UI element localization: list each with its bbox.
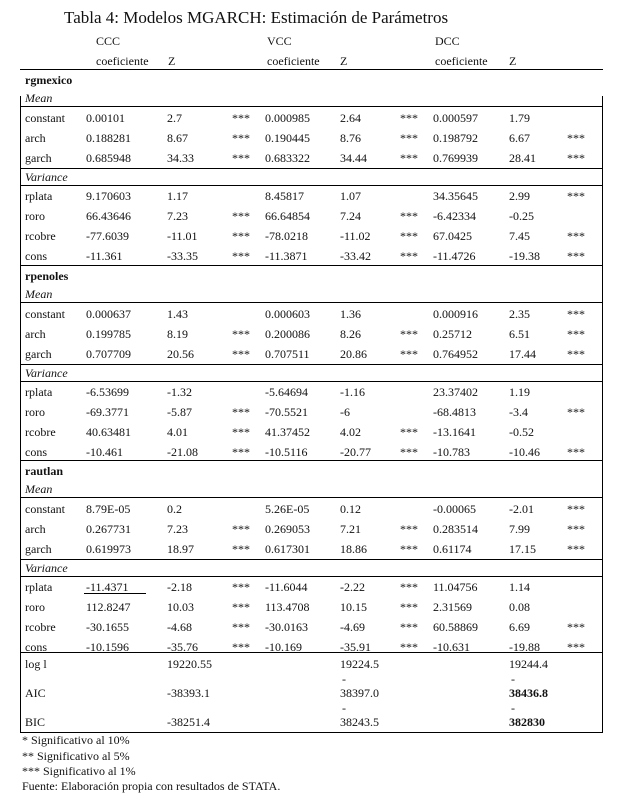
cell-ccc-coef: 40.63481 (86, 425, 131, 439)
cell-dcc-z: -19.88 (509, 640, 540, 654)
cell-dcc-coef: 0.000916 (433, 307, 478, 321)
header-ccc: CCC (96, 34, 121, 48)
cell-dcc-sig: *** (567, 151, 585, 165)
table-row (0, 637, 619, 657)
variance-top-rule (20, 364, 603, 365)
row-label: rcobre (25, 425, 56, 439)
cell-dcc-z: 17.15 (509, 542, 536, 556)
cell-ccc-coef: 66.43646 (86, 209, 131, 223)
row-label: arch (25, 131, 46, 145)
cell-ccc-coef: -10.461 (86, 445, 123, 459)
logl-ccc: 19220.55 (167, 657, 212, 671)
cell-dcc-coef: 0.61174 (433, 542, 472, 556)
cell-ccc-sig: *** (232, 445, 250, 459)
cell-vcc-sig: *** (400, 151, 418, 165)
cell-dcc-sig: *** (567, 131, 585, 145)
cell-vcc-sig: *** (400, 522, 418, 536)
cell-ccc-z: -1.32 (167, 385, 192, 399)
cell-ccc-z: -5.87 (167, 405, 192, 419)
cell-ccc-z: -2.18 (167, 580, 192, 594)
cell-dcc-z: 2.35 (509, 307, 530, 321)
cell-dcc-coef: 0.000597 (433, 111, 478, 125)
cell-ccc-z: -11.01 (167, 229, 198, 243)
note-source: Fuente: Elaboración propia con resultados de STATA. (22, 779, 281, 793)
cell-vcc-z: -6 (340, 405, 350, 419)
cell-vcc-coef: 0.200086 (265, 327, 310, 341)
table-row (0, 246, 619, 266)
block-top-rule (20, 265, 603, 266)
bic-vcc-dash: - (342, 701, 346, 715)
row-label: garch (25, 347, 52, 361)
cell-dcc-z: -0.52 (509, 425, 534, 439)
bic-vcc: 38243.5 (340, 715, 379, 729)
cell-vcc-coef: 113.4708 (265, 600, 310, 614)
cell-vcc-z: -35.91 (340, 640, 371, 654)
subsection-mean: Mean (25, 287, 53, 301)
cell-vcc-sig: *** (400, 249, 418, 263)
cell-ccc-sig: *** (232, 620, 250, 634)
cell-dcc-sig: *** (567, 347, 585, 361)
row-label: cons (25, 640, 47, 654)
row-label: cons (25, 249, 47, 263)
cell-vcc-sig: *** (400, 327, 418, 341)
cell-ccc-coef: -77.6039 (86, 229, 129, 243)
cell-vcc-coef: -11.3871 (265, 249, 308, 263)
row-label: arch (25, 522, 46, 536)
row-label: constant (25, 502, 65, 516)
cell-vcc-sig: *** (400, 425, 418, 439)
cell-ccc-coef: 0.267731 (86, 522, 131, 536)
logl-label: log l (25, 657, 47, 671)
cell-vcc-z: 10.15 (340, 600, 367, 614)
cell-dcc-coef: 60.58869 (433, 620, 478, 634)
mean-rule (20, 497, 603, 498)
cell-vcc-z: 4.02 (340, 425, 361, 439)
table-row (0, 442, 619, 462)
cell-ccc-z: 2.7 (167, 111, 182, 125)
underline-mark (84, 593, 146, 594)
table-row (0, 519, 619, 539)
cell-dcc-sig: *** (567, 522, 585, 536)
cell-ccc-coef: 0.188281 (86, 131, 131, 145)
cell-dcc-sig: *** (567, 327, 585, 341)
cell-dcc-coef: -10.783 (433, 445, 470, 459)
cell-dcc-coef: -11.4726 (433, 249, 476, 263)
logl-dcc: 19244.4 (509, 657, 548, 671)
row-label: rcobre (25, 620, 56, 634)
section-label-rautlan: rautlan (25, 464, 64, 478)
cell-dcc-z: 1.14 (509, 580, 530, 594)
cell-vcc-coef: -30.0163 (265, 620, 308, 634)
table-row (0, 304, 619, 324)
header-dcc: DCC (435, 34, 460, 48)
cell-ccc-sig: *** (232, 131, 250, 145)
header-dcc-coef: coeficiente (435, 54, 488, 68)
cell-dcc-z: 0.08 (509, 600, 530, 614)
cell-vcc-coef: 0.683322 (265, 151, 310, 165)
cell-dcc-sig: *** (567, 502, 585, 516)
cell-vcc-z: -11.02 (340, 229, 371, 243)
cell-dcc-z: 17.44 (509, 347, 536, 361)
cell-dcc-coef: 0.198792 (433, 131, 478, 145)
cell-ccc-z: 4.01 (167, 425, 188, 439)
table-row (0, 539, 619, 559)
cell-vcc-sig: *** (400, 445, 418, 459)
logl-vcc: 19224.5 (340, 657, 379, 671)
cell-vcc-sig: *** (400, 600, 418, 614)
cell-ccc-sig: *** (232, 405, 250, 419)
cell-dcc-coef: -13.1641 (433, 425, 476, 439)
cell-ccc-coef: 0.000637 (86, 307, 131, 321)
cell-vcc-coef: 8.45817 (265, 189, 304, 203)
aic-vcc: 38397.0 (340, 686, 379, 700)
cell-ccc-z: 34.33 (167, 151, 194, 165)
cell-dcc-sig: *** (567, 620, 585, 634)
cell-vcc-z: 1.36 (340, 307, 361, 321)
cell-vcc-z: -4.69 (340, 620, 365, 634)
block-top-rule (20, 69, 603, 70)
subsection-variance: Variance (25, 366, 68, 380)
cell-ccc-z: 18.97 (167, 542, 194, 556)
stats-top-rule (20, 652, 603, 653)
cell-dcc-sig: *** (567, 640, 585, 654)
mean-rule (20, 302, 603, 303)
cell-vcc-coef: 66.64854 (265, 209, 310, 223)
header-ccc-z: Z (168, 54, 176, 68)
cell-dcc-coef: 34.35645 (433, 189, 478, 203)
cell-vcc-z: 1.07 (340, 189, 361, 203)
cell-ccc-z: 7.23 (167, 209, 188, 223)
cell-ccc-z: 0.2 (167, 502, 182, 516)
cell-dcc-z: -2.01 (509, 502, 534, 516)
cell-ccc-z: -33.35 (167, 249, 198, 263)
cell-dcc-z: 1.19 (509, 385, 530, 399)
cell-ccc-z: 1.17 (167, 189, 188, 203)
cell-vcc-z: 7.24 (340, 209, 361, 223)
cell-dcc-z: 6.51 (509, 327, 530, 341)
row-label: rcobre (25, 229, 56, 243)
cell-dcc-z: -10.46 (509, 445, 540, 459)
cell-vcc-z: -2.22 (340, 580, 365, 594)
cell-dcc-z: 6.69 (509, 620, 530, 634)
cell-ccc-z: -21.08 (167, 445, 198, 459)
row-label: constant (25, 307, 65, 321)
cell-ccc-sig: *** (232, 151, 250, 165)
subsection-mean: Mean (25, 91, 53, 105)
cell-ccc-coef: -69.3771 (86, 405, 129, 419)
row-label: cons (25, 445, 47, 459)
subsection-mean: Mean (25, 482, 53, 496)
row-label: roro (25, 209, 45, 223)
cell-dcc-coef: -6.42334 (433, 209, 476, 223)
table-row (0, 148, 619, 168)
cell-ccc-coef: -30.1655 (86, 620, 129, 634)
cell-dcc-sig: *** (567, 229, 585, 243)
row-label: rplata (25, 189, 53, 203)
cell-ccc-sig: *** (232, 249, 250, 263)
cell-vcc-z: 8.76 (340, 131, 361, 145)
cell-ccc-coef: 112.8247 (86, 600, 131, 614)
table-row (0, 402, 619, 422)
mean-rule (20, 106, 603, 107)
cell-vcc-sig: *** (400, 229, 418, 243)
cell-vcc-sig: *** (400, 580, 418, 594)
cell-dcc-sig: *** (567, 189, 585, 203)
cell-vcc-coef: 0.000985 (265, 111, 310, 125)
table-row (0, 597, 619, 617)
block-top-rule (20, 460, 603, 461)
cell-vcc-coef: -5.64694 (265, 385, 308, 399)
cell-vcc-z: 18.86 (340, 542, 367, 556)
cell-vcc-sig: *** (400, 640, 418, 654)
cell-ccc-coef: 0.199785 (86, 327, 131, 341)
cell-vcc-coef: -10.5116 (265, 445, 308, 459)
cell-dcc-sig: *** (567, 249, 585, 263)
cell-ccc-coef: -10.1596 (86, 640, 129, 654)
cell-vcc-coef: 5.26E-05 (265, 502, 310, 516)
cell-ccc-sig: *** (232, 111, 250, 125)
cell-ccc-coef: -11.4371 (86, 580, 129, 594)
cell-ccc-z: 1.43 (167, 307, 188, 321)
cell-dcc-coef: 23.37402 (433, 385, 478, 399)
cell-vcc-z: -1.16 (340, 385, 365, 399)
cell-ccc-z: 10.03 (167, 600, 194, 614)
bic-dcc: 382830 (509, 715, 545, 729)
row-label: garch (25, 151, 52, 165)
cell-dcc-sig: *** (567, 445, 585, 459)
cell-ccc-z: 7.23 (167, 522, 188, 536)
cell-ccc-coef: 8.79E-05 (86, 502, 131, 516)
aic-vcc-dash: - (342, 672, 346, 686)
aic-ccc: -38393.1 (167, 686, 210, 700)
subsection-variance: Variance (25, 170, 68, 184)
table-row (0, 617, 619, 637)
cell-ccc-z: -35.76 (167, 640, 198, 654)
table-row (0, 186, 619, 206)
cell-dcc-z: -19.38 (509, 249, 540, 263)
cell-vcc-z: 0.12 (340, 502, 361, 516)
cell-ccc-coef: 9.170603 (86, 189, 131, 203)
cell-vcc-coef: 0.707511 (265, 347, 310, 361)
cell-dcc-z: 6.67 (509, 131, 530, 145)
table-row (0, 226, 619, 246)
subsection-variance: Variance (25, 561, 68, 575)
cell-ccc-z: 8.67 (167, 131, 188, 145)
bic-dcc-dash: - (511, 701, 515, 715)
cell-vcc-z: -33.42 (340, 249, 371, 263)
row-label: rplata (25, 385, 53, 399)
cell-dcc-coef: 0.283514 (433, 522, 478, 536)
row-label: garch (25, 542, 52, 556)
table-row (0, 344, 619, 364)
aic-dcc-dash: - (511, 672, 515, 686)
cell-vcc-z: 8.26 (340, 327, 361, 341)
cell-dcc-coef: 11.04756 (433, 580, 478, 594)
note-significance-10: * Significativo al 10% (22, 733, 130, 747)
table-row (0, 499, 619, 519)
cell-vcc-coef: -78.0218 (265, 229, 308, 243)
row-label: roro (25, 405, 45, 419)
bic-label: BIC (25, 715, 46, 729)
table-row (0, 577, 619, 597)
table-row (0, 324, 619, 344)
cell-vcc-sig: *** (400, 542, 418, 556)
cell-dcc-z: -3.4 (509, 405, 528, 419)
cell-ccc-sig: *** (232, 425, 250, 439)
header-vcc-coef: coeficiente (267, 54, 320, 68)
cell-ccc-sig: *** (232, 640, 250, 654)
cell-ccc-sig: *** (232, 347, 250, 361)
cell-vcc-sig: *** (400, 131, 418, 145)
cell-vcc-z: 20.86 (340, 347, 367, 361)
section-label-rgmexico: rgmexico (25, 73, 73, 87)
row-label: rplata (25, 580, 53, 594)
cell-ccc-sig: *** (232, 209, 250, 223)
table-row (0, 108, 619, 128)
note-significance-5: ** Significativo al 5% (22, 749, 130, 763)
cell-ccc-sig: *** (232, 522, 250, 536)
cell-ccc-sig: *** (232, 229, 250, 243)
table-row (0, 422, 619, 442)
cell-vcc-coef: -11.6044 (265, 580, 308, 594)
cell-vcc-z: -20.77 (340, 445, 371, 459)
cell-ccc-coef: -6.53699 (86, 385, 129, 399)
cell-dcc-coef: 67.0425 (433, 229, 472, 243)
cell-dcc-z: 1.79 (509, 111, 530, 125)
cell-vcc-coef: -70.5521 (265, 405, 308, 419)
cell-dcc-z: 28.41 (509, 151, 536, 165)
cell-vcc-sig: *** (400, 111, 418, 125)
cell-ccc-sig: *** (232, 600, 250, 614)
header-vcc: VCC (267, 34, 292, 48)
variance-top-rule (20, 559, 603, 560)
cell-dcc-z: 7.45 (509, 229, 530, 243)
cell-dcc-z: 2.99 (509, 189, 530, 203)
cell-vcc-coef: -10.169 (265, 640, 302, 654)
cell-ccc-z: 20.56 (167, 347, 194, 361)
table-row (0, 206, 619, 226)
cell-vcc-coef: 41.37452 (265, 425, 310, 439)
cell-dcc-coef: -68.4813 (433, 405, 476, 419)
cell-vcc-sig: *** (400, 209, 418, 223)
cell-ccc-z: -4.68 (167, 620, 192, 634)
cell-vcc-coef: 0.269053 (265, 522, 310, 536)
cell-vcc-coef: 0.617301 (265, 542, 310, 556)
header-ccc-coef: coeficiente (96, 54, 149, 68)
bic-ccc: -38251.4 (167, 715, 210, 729)
cell-ccc-coef: 0.685948 (86, 151, 131, 165)
table-row (0, 128, 619, 148)
cell-dcc-coef: -0.00065 (433, 502, 476, 516)
aic-dcc: 38436.8 (509, 686, 548, 700)
cell-dcc-sig: *** (567, 542, 585, 556)
variance-top-rule (20, 168, 603, 169)
cell-vcc-coef: 0.000603 (265, 307, 310, 321)
cell-ccc-sig: *** (232, 542, 250, 556)
row-label: arch (25, 327, 46, 341)
cell-ccc-coef: -11.361 (86, 249, 123, 263)
cell-ccc-coef: 0.00101 (86, 111, 125, 125)
cell-ccc-coef: 0.707709 (86, 347, 131, 361)
cell-vcc-sig: *** (400, 620, 418, 634)
cell-vcc-sig: *** (400, 347, 418, 361)
cell-dcc-coef: 0.769939 (433, 151, 478, 165)
cell-vcc-z: 7.21 (340, 522, 361, 536)
header-vcc-z: Z (340, 54, 348, 68)
cell-dcc-sig: *** (567, 307, 585, 321)
cell-dcc-coef: 2.31569 (433, 600, 472, 614)
cell-vcc-z: 2.64 (340, 111, 361, 125)
cell-vcc-coef: 0.190445 (265, 131, 310, 145)
table-row (0, 382, 619, 402)
aic-label: AIC (25, 686, 46, 700)
cell-ccc-coef: 0.619973 (86, 542, 131, 556)
cell-ccc-sig: *** (232, 580, 250, 594)
cell-dcc-z: -0.25 (509, 209, 534, 223)
row-label: roro (25, 600, 45, 614)
table-title: Tabla 4: Modelos MGARCH: Estimación de Parámetros (64, 8, 449, 27)
cell-dcc-z: 7.99 (509, 522, 530, 536)
note-significance-1: *** Significativo al 1% (22, 764, 136, 778)
section-label-rpenoles: rpenoles (25, 269, 69, 283)
cell-ccc-sig: *** (232, 327, 250, 341)
row-label: constant (25, 111, 65, 125)
cell-vcc-z: 34.44 (340, 151, 367, 165)
header-dcc-z: Z (509, 54, 517, 68)
cell-ccc-z: 8.19 (167, 327, 188, 341)
cell-dcc-coef: -10.631 (433, 640, 470, 654)
cell-dcc-sig: *** (567, 405, 585, 419)
cell-dcc-coef: 0.25712 (433, 327, 472, 341)
cell-dcc-coef: 0.764952 (433, 347, 478, 361)
